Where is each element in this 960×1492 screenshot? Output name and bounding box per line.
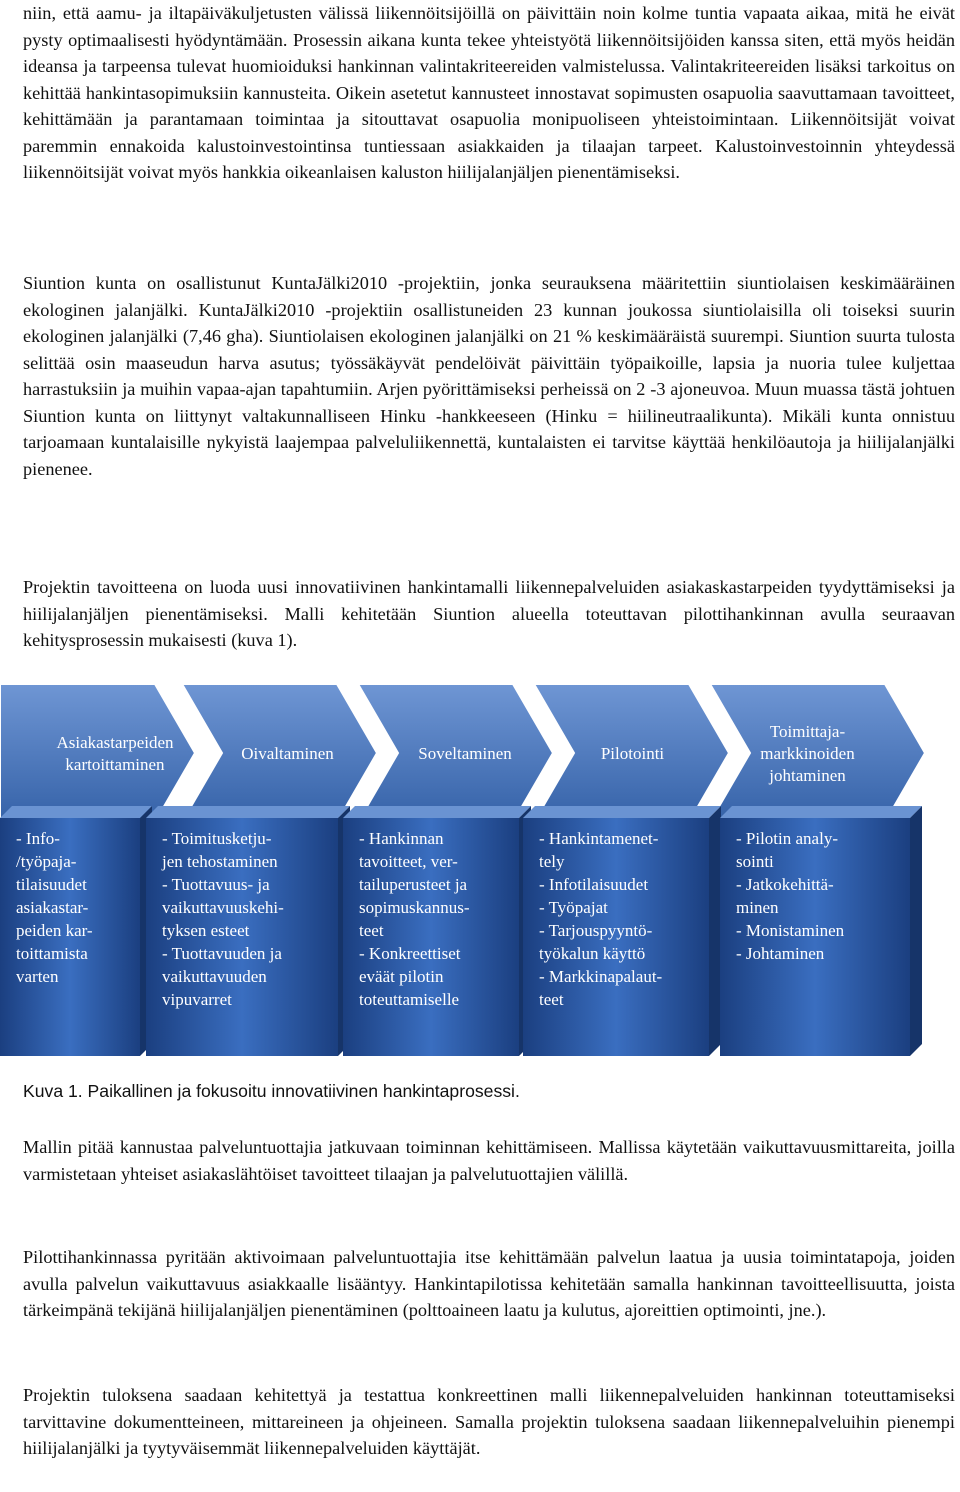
detail-box-oivaltaminen: - Toimitusketju- jen tehostaminen - Tuottavuus- ja vaikuttavuuskehi- tyksen esteet - Tuottavuuden ja vaikuttavuuden vipuvarret: [162, 829, 284, 1009]
paragraph-pilot-procurement: Pilottihankinnassa pyritään aktivoimaan palveluntuottajia itse kehittämään palvelun laatua ja uusia toimintatapoja, joiden avulla palvelun vaikuttavuus asiakkaalle lisääntyy. Hankintapilotissa kehitetään samalla hankinnan tavoitteellisuutta, joista tärkeimpänä tekijänä hiilijalanjäljen pienentäminen (polttoaineen laatu ja kulutus, ajoreittien optimointi, jne.).: [23, 1247, 955, 1320]
step-label-toimittajamarkkinoiden: Toimittaja-markkinoiden johtaminen: [760, 722, 855, 785]
paragraph-project-result: Projektin tuloksena saadaan kehitettyä ja testattua konkreettinen malli liikennepalveluiden hankinnan toteuttamiseksi tarvittavine dokumentteineen, mittareineen ja ohjeineen. Samalla projektin tuloksena saadaan liikennepalveluihin pienempi hiilijalanjälki ja tyytyväisemmät liikennepalveluiden käyttäjät.: [23, 1385, 955, 1458]
step-label-soveltaminen: Soveltaminen: [418, 744, 512, 763]
step-label-pilotointi: Pilotointi: [600, 744, 665, 763]
detail-box-kartoittaminen: - Info- /työpaja- tilaisuudet asiakastar- peiden kar- toittamista varten: [16, 829, 93, 986]
detail-box-pilotointi: - Hankintamenet- tely - Infotilaisuudet - Työpajat - Tarjouspyyntö- työkalun käyttö - Markkinapalaut- teet: [539, 829, 663, 1009]
procurement-process-diagram: [0, 684, 960, 1059]
detail-box-soveltaminen: - Hankinnan tavoitteet, ver- tailuperusteet ja sopimuskannus- teet - Konkreettiset eväät pilotin toteuttamiselle: [359, 829, 470, 1009]
paragraph-intro: niin, että aamu- ja iltapäiväkuljetusten välissä liikennöitsijöillä on päivittäin noin kolme tuntia vapaata aikaa, mitä he eivät pysty optimaalisesti hyödyntämään. Prosessin aikana kunta tekee yhteistyötä liikennöitsijöiden kanssa siten, että myös heidän ideansa ja tarpeensa tulevat huomioiduksi hankinnan valintakriteereiden valmistelussa. Valintakriteereiden lisäksi tarkoitus on kehittää hankintasopimuksiin kannusteita. Oikein asetetut kannusteet innostavat sopimusten osapuolia saavuttamaan tavoitteet, kehittämään ja parantamaan toimintaa ja sitouttavat osapuolia monipuoliseen yhteistoimintaan. Liikennöitsijät voivat paremmin ennakoida kalustoinvestointinsa tuntiessaan asiakkaiden ja tilaajan tarpeet. Kalustoinvestoinnin yhteydessä liikennöitsijät voivat myös hankkia oikeanlaisen kaluston hiilijalanjäljen pienentämiseksi.: [23, 3, 955, 182]
box-side-face: [709, 806, 721, 1056]
paragraph-siuntio-footprint: Siuntion kunta on osallistunut KuntaJälki2010 -projektiin, jonka seurauksena määritettiin siuntiolaisen keskimääräinen ekologinen jalanjälki. KuntaJälki2010 -projektiin osallistuneiden 23 kunnan joukossa siuntiolaisilla oli toiseksi suurin ekologinen jalanjälki (7,46 gha). Siuntiolaisen ekologinen jalanjälki on 21 % keskimääräistä suurempi. Siuntion suurta tulosta selittää osin maaseudun harva asutus; työssäkäyvät pendelöivät päivittäin työpaikoille, lapsia ja nuoria tulee kuljettaa harrastuksiin ja muihin vapaa-ajan tapahtumiin. Arjen pyörittämiseksi perheissä on 2 -3 ajoneuvoa. Muun muassa tästä johtuen Siuntion kunta on liittynyt valtakunnalliseen Hinku -hankkeeseen (Hinku = hiilineutraalikunta). Mikäli kunta onnistuu tarjoamaan kuntalaisille nykyistä laajempaa palveluliikennettä, kuntalaisten ei tarvitse käyttää henkilöautoja ja hiilijalanjälki pienenee.: [23, 273, 955, 479]
figure-caption: Kuva 1. Paikallinen ja fokusoitu innovatiivinen hankintaprosessi.: [23, 1081, 520, 1101]
step-label-oivaltaminen: Oivaltaminen: [241, 744, 334, 763]
paragraph-model-incentives: Mallin pitää kannustaa palveluntuottajia jatkuvaan toiminnan kehittämiseen. Mallissa käytetään vaikuttavuusmittareita, joilla varmistetaan yhteiset asiakaslähtöiset tavoitteet tilaajan ja palvelutuottajien välillä.: [23, 1137, 955, 1184]
paragraph-project-goal: Projektin tavoitteena on luoda uusi innovatiivinen hankintamalli liikennepalveluiden asiakaskastarpeiden tyydyttämiseksi ja hiilijalanjäljen pienentämiseksi. Malli kehitetään Siuntion alueella toteuttavan pilottihankinnan avulla seuraavan kehitysprosessin mukaisesti (kuva 1).: [23, 577, 955, 650]
box-side-face: [910, 806, 922, 1056]
step-label-asiakastarpeiden: Asiakastarpeiden kartoittaminen: [56, 733, 174, 774]
detail-box-johtaminen: - Pilotin analy- sointi - Jatkokehittä- minen - Monistaminen - Johtaminen: [736, 829, 845, 963]
